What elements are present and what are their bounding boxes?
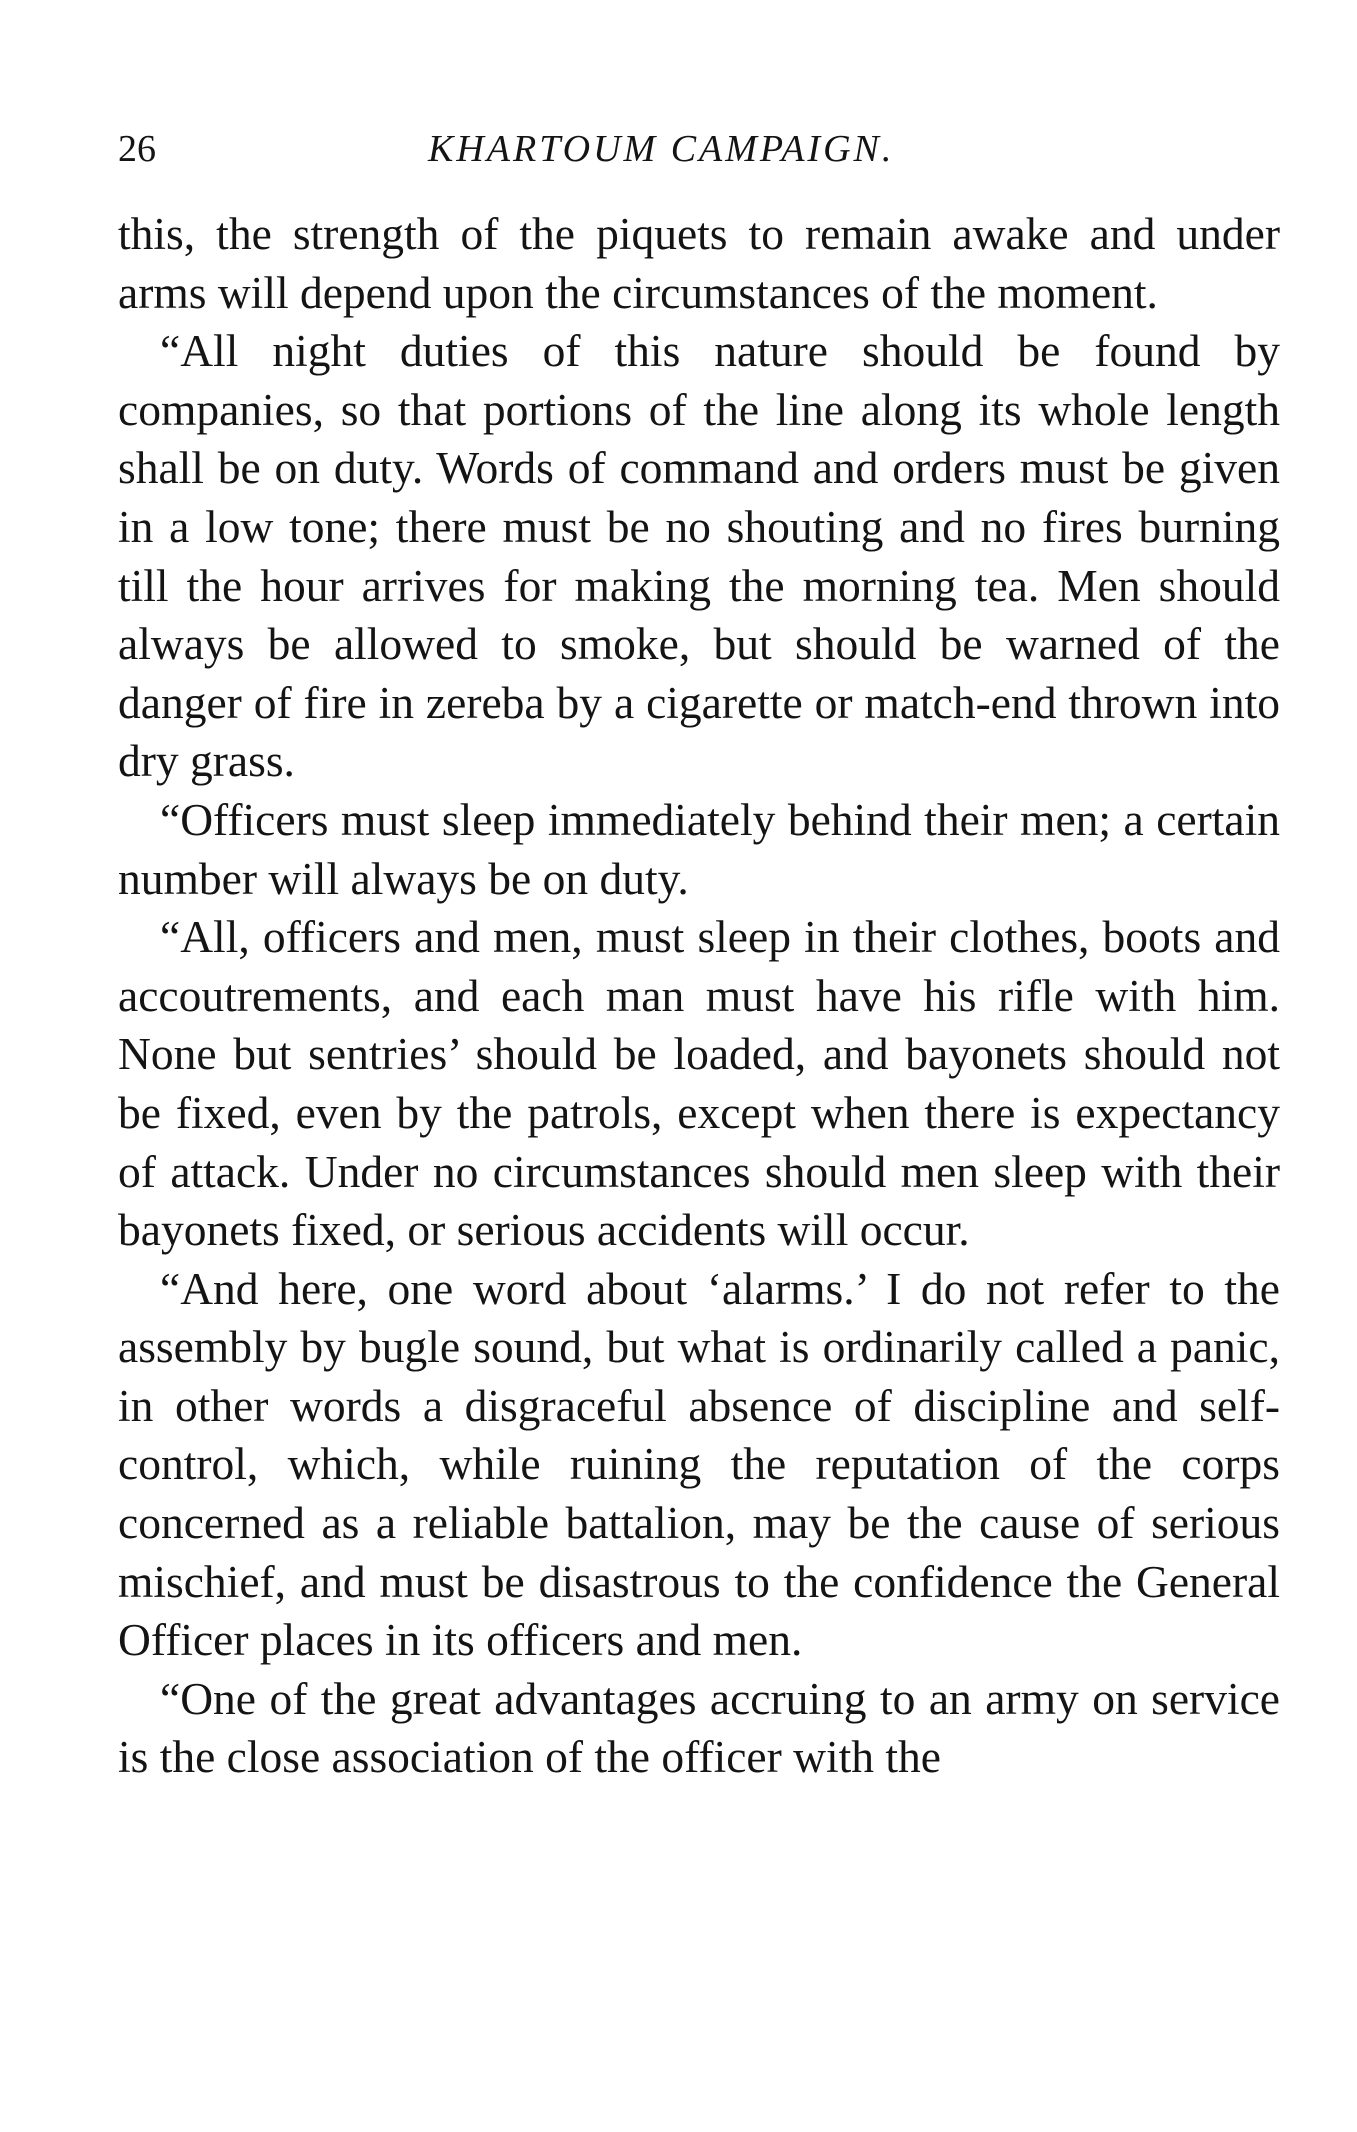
- page-body-text: [118, 205, 1280, 1787]
- paragraph-officers-sleep: “Officers must sleep immediately behind their men; a certain number will always be on duty.: [118, 793, 1280, 904]
- paragraph-alarms: “And here, one word about ‘alarms.’ I do not refer to the assembly by bugle sound, but what is ordinarily called a panic, in other words a disgraceful absence of discipline and self-control, which, while ruining the reputation of the corps concerned as a reliable battalion, may be the cause of serious mischief, and must be disastrous to the confidence the General Officer places in its officers and men.: [118, 1262, 1280, 1666]
- paragraph-officer-association: “One of the great advantages accruing to an army on service is the close association of the officer with the: [118, 1672, 1280, 1783]
- paragraph-night-duties: “All night duties of this nature should be found by companies, so that portions of the line along its whole length shall be on duty. Words of command and orders must be given in a low tone; there must be no shouting and no fires burning till the hour arrives for making the morning tea. Men should always be allowed to smoke, but should be warned of the danger of fire in zereba by a cigarette or match-end thrown into dry grass.: [118, 325, 1280, 787]
- paragraph-continuation: this, the strength of the piquets to remain awake and under arms will depend upon the circumstances of the moment.: [118, 208, 1280, 318]
- page-header: [118, 130, 1277, 190]
- page-number: 26: [118, 128, 156, 170]
- running-title: KHARTOUM CAMPAIGN.: [428, 128, 895, 170]
- paragraph-clothes-and-rifles: “All, officers and men, must sleep in their clothes, boots and accoutrements, and each man must have his rifle with him. None but sentries’ should be loaded, and bayonets should not be fixed, even by the patrols, except when there is expectancy of attack. Under no circumstances should men sleep with their bayonets fixed, or serious accidents will occur.: [118, 911, 1280, 1256]
